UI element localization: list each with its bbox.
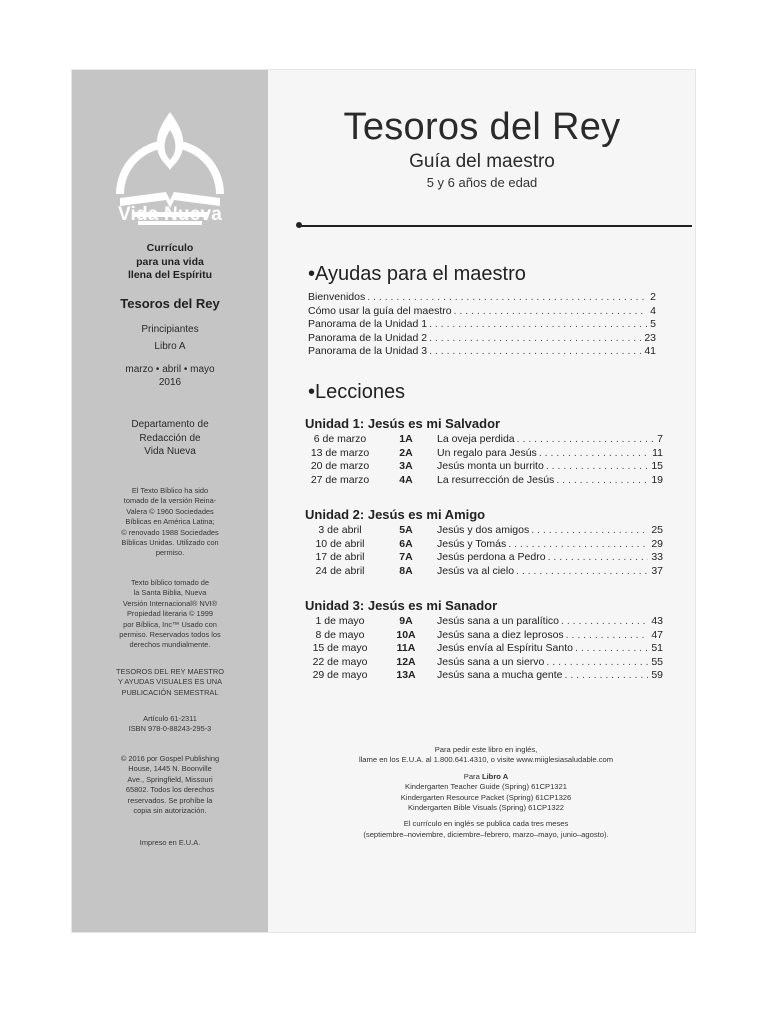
unit-3 [305, 598, 663, 683]
printed-in: Impreso en E.U.A. [139, 838, 201, 847]
leader-dots [515, 433, 655, 447]
lesson-title: La resurrección de Jesús [437, 473, 555, 486]
lesson-title: Jesús envía al Espíritu Santo [437, 642, 573, 655]
lesson-title: Jesús y Tomás [437, 537, 507, 550]
helps-heading: •Ayudas para el maestro [308, 263, 526, 285]
leader-dots [427, 345, 641, 359]
bible-notice-rvr [82, 486, 258, 559]
lesson-code: 5A [399, 524, 413, 536]
notice-line: Bíblicas en América Latina; [125, 517, 215, 527]
lesson-code: 6A [399, 537, 413, 550]
toc-row [308, 332, 656, 346]
leader-dots [554, 474, 648, 488]
toc-page: 4 [650, 304, 656, 317]
lesson-page: 29 [651, 537, 663, 550]
lesson-title: Jesús monta un burrito [437, 460, 544, 473]
leader-dots [506, 538, 648, 552]
lesson-row [305, 565, 663, 579]
toc-label: Panorama de la Unidad 2 [308, 331, 428, 344]
product-line: Kindergarten Bible Visuals (Spring) 61CP1322 [407, 803, 565, 813]
publication-note [82, 667, 258, 698]
lesson-title: La oveja perdida [437, 433, 515, 445]
unit-2 [305, 507, 663, 578]
subtitle-line: para una vida [136, 255, 204, 268]
series-name: Tesoros del Rey [120, 296, 220, 311]
lesson-page: 37 [651, 564, 663, 577]
lesson-row [305, 524, 663, 538]
title-block [302, 106, 662, 190]
lesson-code: 8A [399, 564, 413, 577]
copyright-line: 65802. Todos los derechos [125, 785, 215, 795]
page-subtitle: Guía del maestro [409, 151, 555, 172]
lesson-row [305, 551, 663, 565]
leader-dots [544, 460, 649, 474]
lesson-row [305, 642, 663, 656]
lesson-title: Jesús y dos amigos [437, 524, 530, 536]
publication-line: TESOROS DEL REY MAESTRO [115, 667, 224, 676]
notice-line: la Santa Biblia, Nueva [133, 588, 207, 598]
lesson-date: 6 de marzo [313, 433, 367, 445]
article-line: Artículo 61-2311 [143, 714, 197, 723]
lesson-code: 13A [396, 669, 416, 682]
lesson-code: 7A [399, 551, 413, 564]
toc-page: 23 [644, 331, 656, 344]
document-page [72, 70, 695, 932]
article-number [82, 714, 258, 735]
department-line: Departamento de [131, 419, 209, 430]
publication-line: Y AYUDAS VISUALES ES UNA [117, 677, 223, 687]
lesson-row [305, 629, 663, 643]
lesson-page: 19 [651, 473, 663, 486]
lesson-row [305, 538, 663, 552]
leader-dots [544, 656, 648, 670]
isbn-line: ISBN 978-0-88243-295-3 [128, 724, 212, 734]
sidebar [72, 70, 268, 932]
department-line: Vida Nueva [144, 446, 196, 457]
lesson-code: 9A [399, 615, 413, 627]
lesson-date: 27 de marzo [310, 473, 370, 486]
leader-dots [573, 642, 648, 656]
lesson-page: 43 [651, 615, 663, 627]
notice-line: Texto bíblico tomado de [130, 578, 210, 587]
lesson-code: 3A [399, 460, 413, 473]
lesson-row [305, 669, 663, 683]
lesson-date: 1 de mayo [315, 615, 365, 627]
lesson-code: 11A [396, 642, 416, 655]
subtitle-line: Currículo [146, 242, 194, 254]
logo-text: Vida Nueva [117, 204, 223, 225]
lesson-page: 11 [652, 446, 663, 459]
age-range: 5 y 6 años de edad [426, 175, 538, 190]
schedule-note: El currículo en inglés se publica cada tres meses [403, 819, 569, 829]
for-book: Libro A [481, 771, 509, 781]
order-line: Para pedir este libro en inglés, [434, 745, 538, 754]
lesson-page: 15 [651, 460, 663, 473]
unit-1 [305, 416, 663, 487]
notice-line: Versión Internacional® NVI® [122, 598, 218, 608]
product-line: Kindergarten Teacher Guide (Spring) 61CP1321 [405, 782, 567, 792]
lesson-title: Jesús va al cielo [437, 564, 515, 577]
leader-dots [427, 318, 647, 332]
lesson-title: Jesús sana a mucha gente [437, 669, 563, 682]
toc-label: Panorama de la Unidad 1 [308, 318, 428, 331]
lesson-date: 3 de abril [318, 524, 362, 536]
lesson-row [305, 433, 663, 447]
notice-line: permiso. Reservados todos los [119, 630, 221, 640]
leader-dots [559, 615, 648, 629]
lesson-title: Un regalo para Jesús [437, 446, 537, 459]
notice-line: por Bíblica, Inc™ Usado con [123, 619, 217, 629]
leader-dots [452, 305, 648, 319]
toc-row [308, 305, 656, 319]
lesson-date: 13 de marzo [310, 446, 370, 459]
toc-page: 41 [644, 345, 656, 358]
publication-line: PUBLICACIÓN SEMESTRAL [121, 687, 219, 697]
lesson-row [305, 656, 663, 670]
lesson-row [305, 460, 663, 474]
notice-line: Propiedad literaria © 1999 [127, 609, 213, 619]
leader-dots [537, 447, 649, 461]
unit-title: Unidad 3: Jesús es mi Sanador [305, 598, 498, 613]
order-line: llame en los E.U.A. al 1.800.641.4310, o visite www.miiglesiasaludable.com [358, 755, 614, 765]
lesson-page: 51 [651, 642, 663, 655]
copyright-line: reservados. Se prohíbe la [127, 795, 213, 805]
subtitle-line: llena del Espíritu [127, 269, 213, 281]
lesson-date: 17 de abril [315, 551, 365, 564]
lesson-page: 25 [651, 524, 663, 536]
lesson-code: 4A [399, 473, 413, 486]
unit-title: Unidad 1: Jesús es mi Salvador [305, 416, 501, 431]
copyright-line: House, 1445 N. Boonville [128, 764, 212, 774]
lesson-code: 12A [396, 655, 416, 668]
notice-line: El Texto Bíblico ha sido [131, 486, 209, 495]
toc-label: Bienvenidos [308, 291, 366, 303]
product-line: Kindergarten Resource Packet (Spring) 61CP1326 [400, 792, 572, 802]
lesson-row [305, 474, 663, 488]
notice-line: Bíblicas Unidas. Utilizado con [121, 538, 219, 548]
department-line: Redacción de [139, 432, 201, 444]
lesson-row [305, 447, 663, 461]
for-prefix: Para [463, 771, 480, 781]
leader-dots [563, 669, 649, 683]
toc-label: Cómo usar la guía del maestro [308, 304, 452, 317]
copyright-line: copia sin autorización. [133, 806, 207, 816]
leader-dots [529, 524, 648, 538]
lesson-page: 47 [651, 628, 663, 641]
notice-line: permiso. [155, 548, 185, 558]
lesson-row [305, 615, 663, 629]
page-title: Tesoros del Rey [343, 106, 621, 148]
lesson-title: Jesús sana a diez leprosos [437, 628, 564, 641]
lesson-page: 55 [651, 655, 663, 668]
leader-dots [564, 629, 649, 643]
order-info [308, 745, 664, 840]
lesson-title: Jesús sana a un paralítico [437, 615, 559, 627]
notice-line: derechos mundialmente. [129, 640, 211, 650]
lesson-code: 10A [396, 628, 416, 641]
toc-page: 5 [650, 318, 656, 331]
bible-notice-nvi [82, 578, 258, 651]
leader-dots [546, 551, 649, 565]
leader-dots [365, 291, 647, 305]
notice-line: © renovado 1988 Sociedades [121, 527, 219, 537]
schedule-note: (septiembre–noviembre, diciembre–febrero, marzo–mayo, junio–agosto). [363, 829, 609, 839]
level: Principiantes [141, 324, 199, 335]
toc-row [308, 345, 656, 359]
divider-rule [298, 225, 692, 227]
lesson-page: 59 [651, 669, 663, 682]
curriculum-subtitle [82, 242, 258, 283]
lesson-date: 15 de mayo [312, 642, 368, 655]
lesson-date: 22 de mayo [312, 655, 368, 668]
lesson-code: 2A [399, 446, 413, 459]
lesson-title: Jesús perdona a Pedro [437, 551, 546, 564]
leader-dots [514, 565, 648, 579]
lesson-page: 7 [657, 433, 663, 445]
notice-line: tomado de la versión Reina- [123, 496, 217, 506]
lesson-date: 10 de abril [315, 537, 365, 550]
lesson-date: 29 de mayo [312, 669, 368, 682]
lesson-code: 1A [399, 433, 413, 445]
lesson-date: 24 de abril [315, 564, 365, 577]
helps-list [308, 291, 656, 359]
lesson-title: Jesús sana a un siervo [437, 655, 545, 668]
copyright-line: © 2016 por Gospel Publishing [120, 754, 220, 763]
copyright [82, 754, 258, 816]
lesson-page: 33 [651, 551, 663, 564]
lesson-date: 8 de mayo [315, 628, 365, 641]
for-book-line [308, 772, 664, 782]
leader-dots [427, 332, 641, 346]
toc-row [308, 291, 656, 305]
notice-line: Valera © 1960 Sociedades [126, 506, 214, 516]
lesson-date: 20 de marzo [310, 460, 370, 473]
year: 2016 [158, 377, 182, 388]
lessons-heading: •Lecciones [308, 381, 406, 403]
quarter: marzo • abril • mayo [125, 364, 215, 375]
unit-title: Unidad 2: Jesús es mi Amigo [305, 507, 486, 522]
copyright-line: Ave., Springfield, Missouri [127, 774, 213, 784]
toc-page: 2 [650, 291, 656, 303]
book: Libro A [154, 341, 186, 352]
toc-row [308, 318, 656, 332]
department [82, 418, 258, 459]
toc-label: Panorama de la Unidad 3 [308, 345, 428, 358]
